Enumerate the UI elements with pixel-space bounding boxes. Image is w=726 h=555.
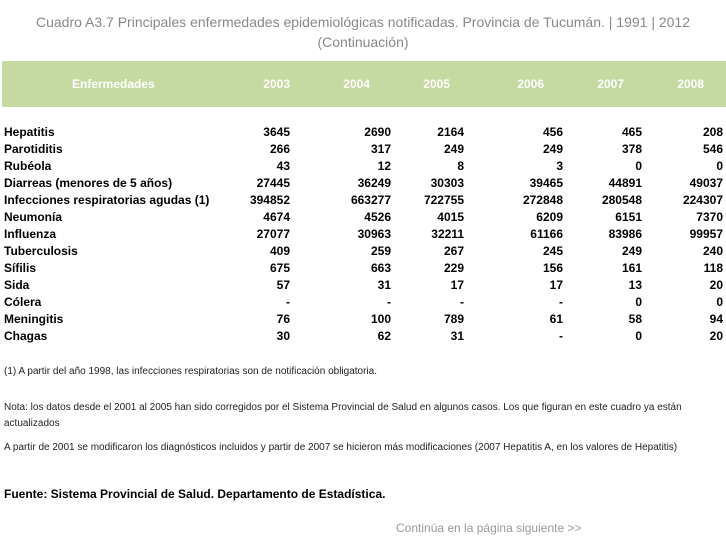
value-cell: 31 [450, 329, 464, 343]
disease-name-cell: Neumonía [4, 210, 63, 224]
value-cell: 267 [443, 244, 464, 258]
table-row [0, 124, 726, 141]
value-cell: 99957 [689, 227, 723, 241]
value-cell: 44891 [608, 176, 642, 190]
value-cell: 27445 [256, 176, 290, 190]
value-cell: 61166 [530, 227, 563, 241]
table-row [0, 311, 726, 328]
value-cell: 409 [269, 244, 290, 258]
value-cell: - [286, 295, 290, 309]
value-cell: 17 [450, 278, 464, 292]
value-cell: 83986 [608, 227, 642, 241]
value-cell: 249 [621, 244, 642, 258]
value-cell: 61 [549, 312, 563, 326]
value-cell: 378 [621, 142, 642, 156]
header-year: 2004 [343, 77, 370, 91]
value-cell: 546 [702, 142, 723, 156]
value-cell: 0 [716, 159, 723, 173]
value-cell: 20 [709, 329, 723, 343]
value-cell: 76 [276, 312, 290, 326]
value-cell: 13 [628, 278, 642, 292]
table-row [0, 141, 726, 158]
disease-name-cell: Rubéola [4, 159, 52, 173]
table-row [0, 226, 726, 243]
value-cell: 62 [377, 329, 391, 343]
value-cell: - [460, 295, 464, 309]
value-cell: 0 [635, 159, 642, 173]
value-cell: 3 [556, 159, 563, 173]
table-row [0, 277, 726, 294]
value-cell: 30303 [430, 176, 464, 190]
value-cell: 49037 [689, 176, 723, 190]
value-cell: 208 [702, 125, 723, 139]
header-enfermedades: Enfermedades [72, 77, 155, 91]
header-year: 2008 [677, 77, 704, 91]
disease-name-cell: Infecciones respiratorias agudas (1) [4, 193, 210, 207]
value-cell: 32211 [431, 227, 464, 241]
value-cell: 249 [443, 142, 464, 156]
value-cell: 2164 [437, 125, 464, 139]
table-title [0, 12, 726, 52]
value-cell: 31 [377, 278, 391, 292]
title-line-2: (Continuación) [317, 34, 409, 50]
value-cell: 259 [370, 244, 391, 258]
disease-name-cell: Diarreas (menores de 5 años) [4, 176, 173, 190]
value-cell: 4674 [263, 210, 290, 224]
value-cell: 6151 [615, 210, 642, 224]
value-cell: 245 [542, 244, 563, 258]
value-cell: 224307 [682, 193, 723, 207]
table-row [0, 175, 726, 192]
value-cell: 6209 [536, 210, 563, 224]
value-cell: 58 [628, 312, 642, 326]
value-cell: 8 [457, 159, 464, 173]
value-cell: 465 [621, 125, 642, 139]
value-cell: 663277 [350, 193, 391, 207]
table-row [0, 158, 726, 175]
header-year: 2006 [517, 77, 544, 91]
header-year: 2007 [597, 77, 624, 91]
value-cell: - [559, 295, 563, 309]
disease-name-cell: Parotiditis [4, 142, 63, 156]
header-year: 2003 [263, 77, 290, 91]
table-row [0, 328, 726, 345]
value-cell: 17 [549, 278, 563, 292]
note-diagnostics: A partir de 2001 se modificaron los diagnósticos incluidos y partir de 2007 se hicieron más modificaciones (2007 Hepatitis A, en los valores de Hepatitis) [4, 442, 678, 453]
disease-name-cell: Sida [4, 278, 30, 292]
source-note: Fuente: Sistema Provincial de Salud. Departamento de Estadística. [4, 487, 386, 501]
value-cell: 7370 [696, 210, 723, 224]
value-cell: 249 [542, 142, 563, 156]
value-cell: 280548 [601, 193, 642, 207]
value-cell: 317 [370, 142, 391, 156]
value-cell: 94 [709, 312, 723, 326]
value-cell: - [387, 295, 391, 309]
disease-name-cell: Hepatitis [4, 125, 55, 139]
value-cell: 30963 [357, 227, 391, 241]
header-year: 2005 [423, 77, 450, 91]
table-row [0, 260, 726, 277]
value-cell: 229 [443, 261, 464, 275]
value-cell: 57 [276, 278, 290, 292]
footnote-respiratory: (1) A partir del año 1998, las infecciones respiratorias son de notificación obligatoria. [4, 366, 377, 377]
value-cell: 12 [377, 159, 391, 173]
value-cell: 240 [702, 244, 723, 258]
value-cell: 266 [269, 142, 290, 156]
value-cell: 675 [269, 261, 290, 275]
value-cell: 722755 [423, 193, 464, 207]
disease-name-cell: Meningitis [4, 312, 64, 326]
value-cell: 789 [443, 312, 464, 326]
value-cell: 43 [276, 159, 290, 173]
table-header [2, 61, 726, 107]
table-row [0, 209, 726, 226]
disease-name-cell: Sífilis [4, 261, 37, 275]
disease-name-cell: Influenza [4, 227, 57, 241]
value-cell: 272848 [522, 193, 563, 207]
value-cell: 0 [635, 295, 642, 309]
table-body [0, 124, 726, 345]
continue-next-page-link[interactable]: Continúa en la página siguiente >> [396, 521, 582, 535]
value-cell: 20 [709, 278, 723, 292]
table-row [0, 294, 726, 311]
value-cell: 663 [370, 261, 391, 275]
value-cell: 118 [703, 261, 723, 275]
value-cell: 39465 [529, 176, 563, 190]
value-cell: 156 [542, 261, 563, 275]
value-cell: 161 [621, 261, 642, 275]
value-cell: 4015 [437, 210, 464, 224]
value-cell: 27077 [256, 227, 290, 241]
value-cell: 36249 [357, 176, 391, 190]
value-cell: 0 [716, 295, 723, 309]
value-cell: 100 [370, 312, 391, 326]
value-cell: 3645 [263, 125, 290, 139]
table-row [0, 192, 726, 209]
title-line-1: Cuadro A3.7 Principales enfermedades epidemiológicas notificadas. Provincia de Tucumán. | 1991 | 2012 [35, 14, 690, 30]
disease-name-cell: Chagas [4, 329, 48, 343]
value-cell: - [559, 329, 563, 343]
value-cell: 0 [635, 329, 642, 343]
disease-name-cell: Cólera [4, 295, 42, 309]
value-cell: 4526 [364, 210, 391, 224]
table-row [0, 243, 726, 260]
disease-name-cell: Tuberculosis [4, 244, 78, 258]
value-cell: 456 [542, 125, 563, 139]
value-cell: 2690 [364, 125, 391, 139]
note-corrections: Nota: los datos desde el 2001 al 2005 han sido corregidos por el Sistema Provincial de Salud en algunos casos. Los que figuran en este cuadro ya están actualizados [4, 402, 682, 429]
value-cell: 394852 [249, 193, 290, 207]
value-cell: 30 [276, 329, 290, 343]
